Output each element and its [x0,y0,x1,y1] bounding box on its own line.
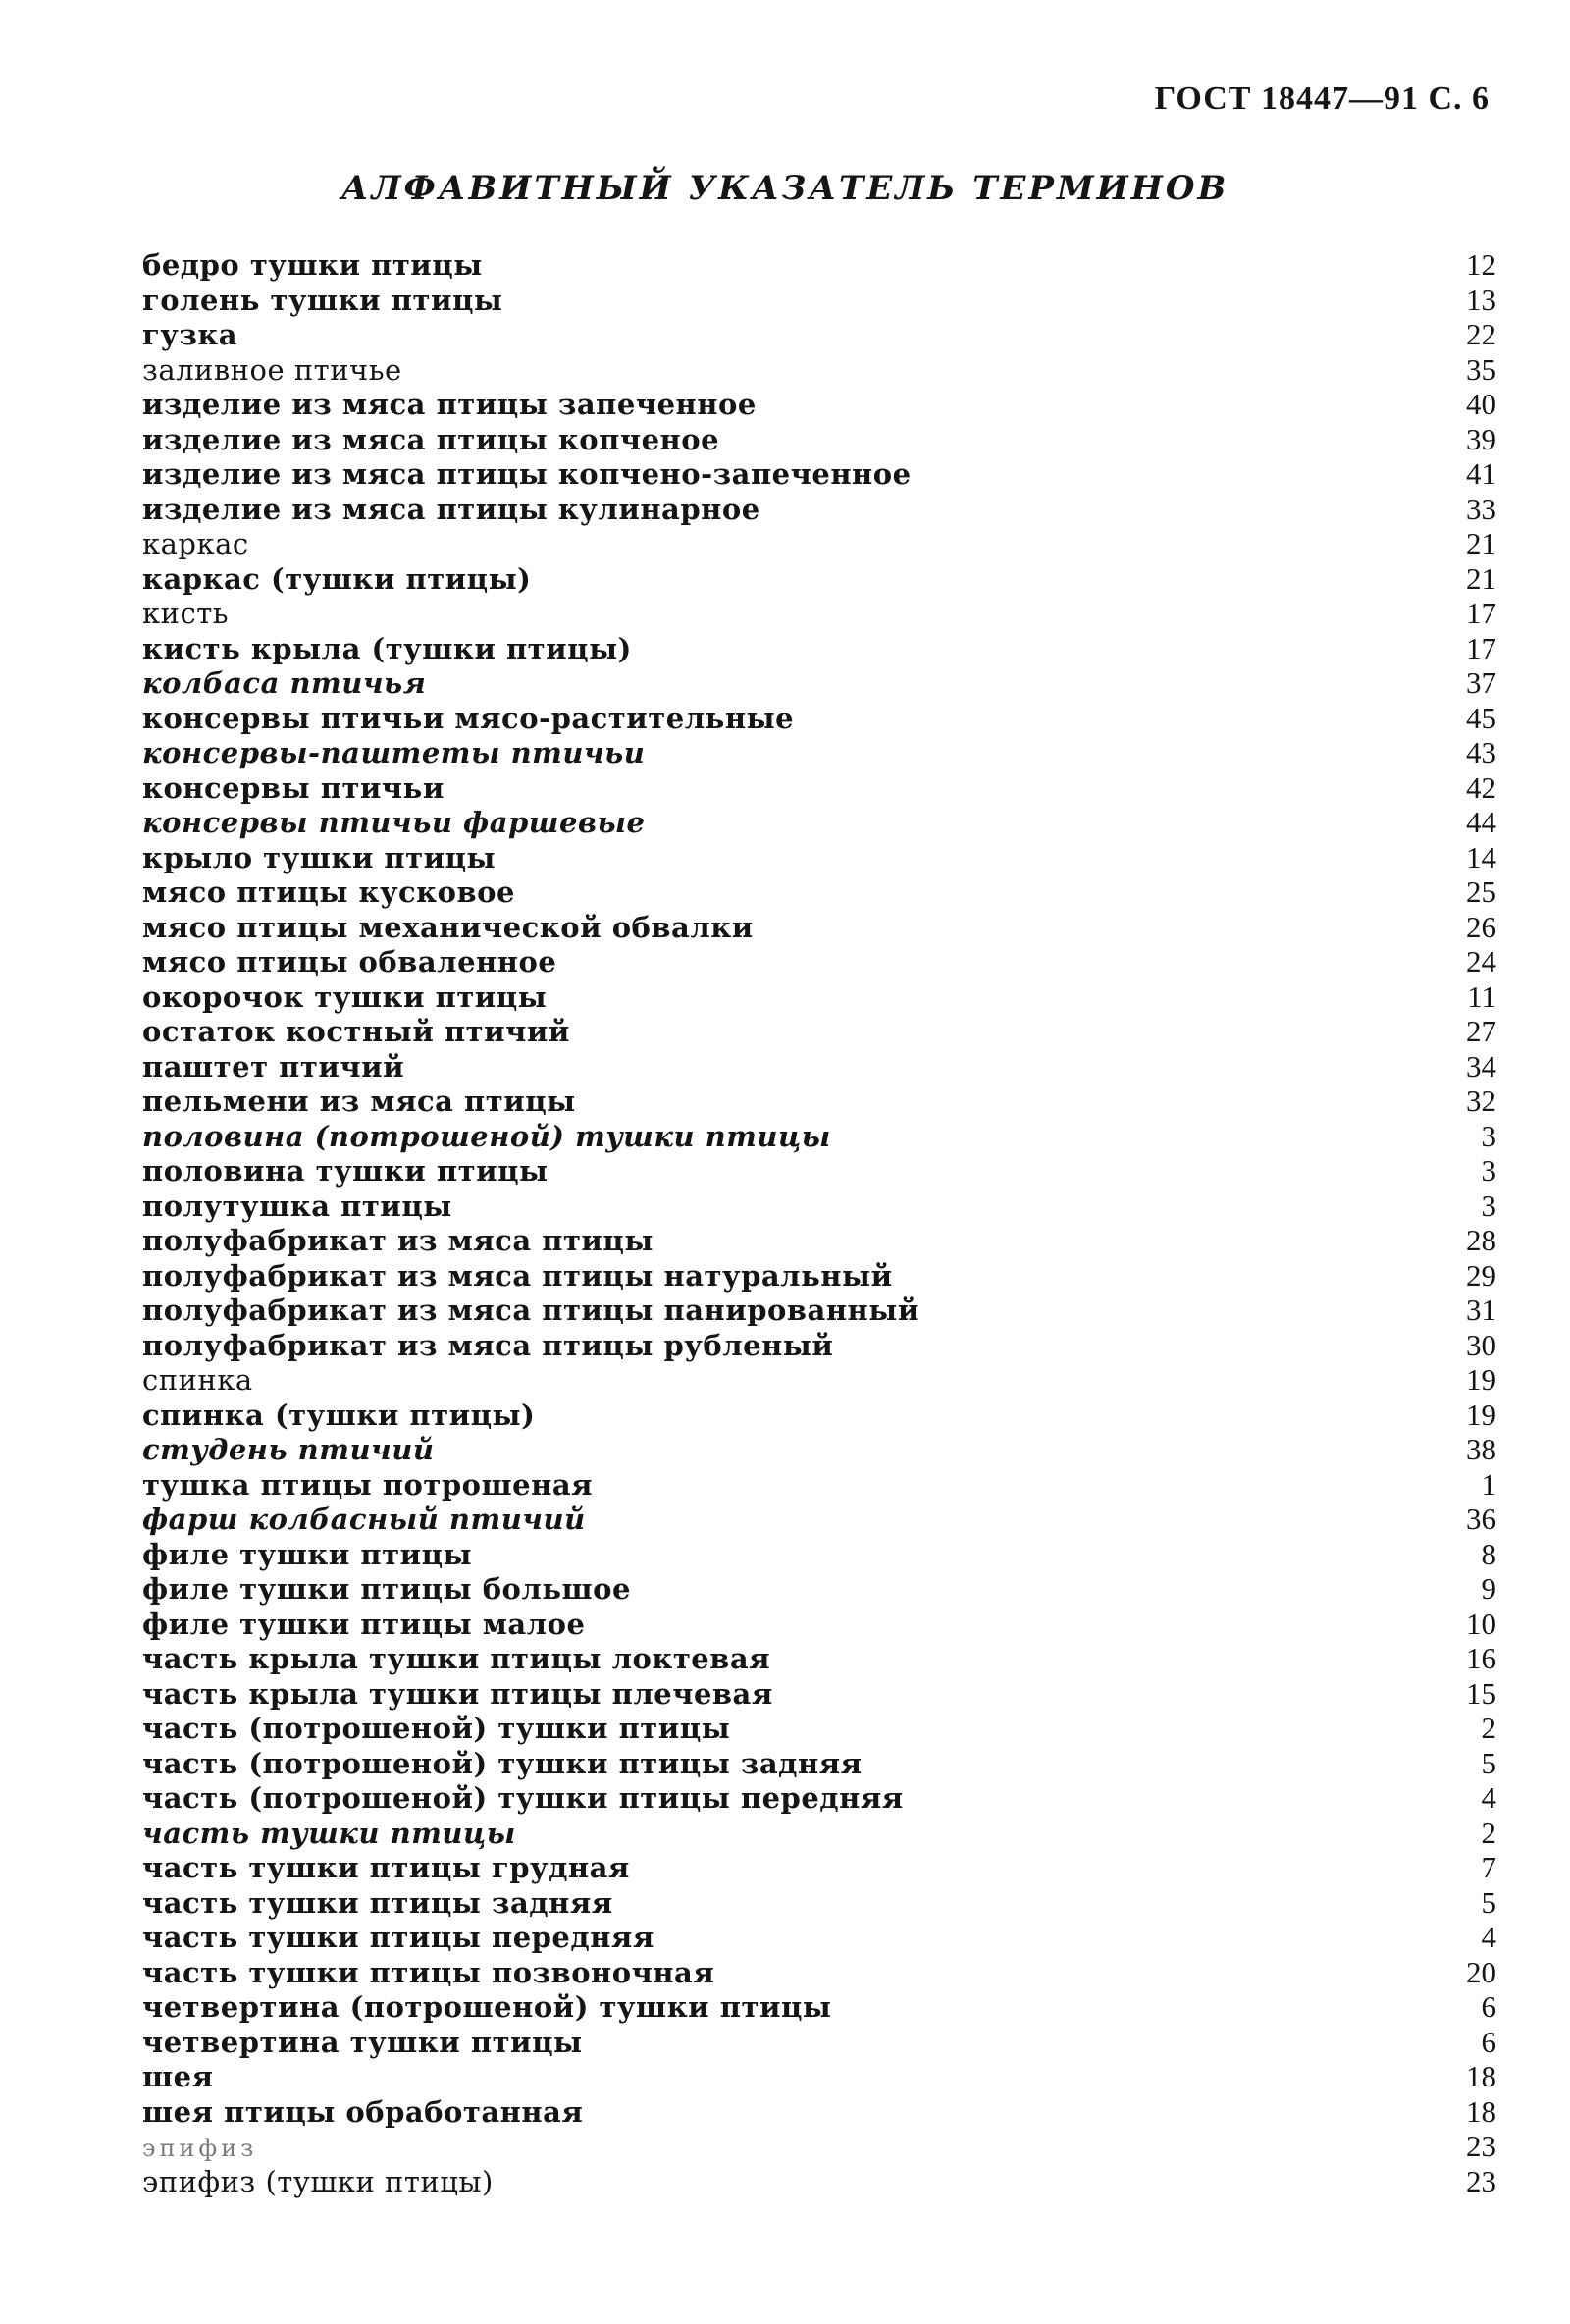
index-term: филе тушки птицы [142,1537,473,1571]
index-entry [142,1398,1496,1433]
index-term: консервы птичьи мясо-растительные [142,701,795,735]
index-entry [142,1083,1496,1119]
index-term-number: 36 [1466,1502,1496,1536]
index-term: пельмени из мяса птицы [142,1084,576,1118]
index-term: часть (потрошеной) тушки птицы [142,1712,731,1745]
index-entry [142,805,1496,840]
index-term-number: 17 [1466,630,1496,665]
index-term: часть тушки птицы задняя [142,1885,613,1920]
index-term: часть (потрошеной) тушки птицы задняя [142,1746,863,1780]
index-term-number: 21 [1466,560,1496,596]
index-term-number: 37 [1466,665,1496,700]
index-term: каркас (тушки птицы) [142,561,532,596]
index-term-number: 11 [1467,978,1496,1014]
index-term-number: 9 [1481,1571,1496,1606]
index-term-number: 12 [1466,247,1496,282]
index-term-number: 4 [1481,1780,1496,1815]
index-term: полутушка птицы [142,1188,452,1223]
index-term: эпифиз [142,2135,258,2162]
index-entry [142,1502,1496,1537]
index-entry [142,1571,1496,1607]
index-term: половина (потрошеной) тушки птицы [142,1119,831,1153]
index-entry [142,1989,1496,2025]
index-entry [142,422,1496,457]
index-term: полуфабрикат из мяса птицы [142,1224,654,1257]
index-entry [142,1920,1496,1955]
index-entry [142,1885,1496,1921]
index-entry [142,1850,1496,1885]
index-entry [142,910,1496,945]
index-term-number: 30 [1466,1327,1496,1362]
index-term: филе тушки птицы малое [142,1607,586,1641]
index-term: изделие из мяса птицы запеченное [142,388,757,421]
page-title: АЛФАВИТНЫЙ УКАЗАТЕЛЬ ТЕРМИНОВ [340,169,1230,208]
index-term-number: 43 [1466,735,1496,769]
index-term-number: 6 [1481,2024,1496,2059]
index-entry [142,1153,1496,1188]
index-term-number: 27 [1466,1014,1496,1048]
index-term: часть тушки птицы передняя [142,1921,654,1954]
index-term-number: 19 [1466,1362,1496,1397]
index-entry [142,1362,1496,1398]
index-entry [142,247,1496,283]
index-entry [142,631,1496,666]
index-entry [142,2129,1496,2164]
index-entry [142,1607,1496,1642]
index-term: колбаса птичья [142,666,427,700]
index-term: окорочок тушки птицы [142,979,548,1014]
index-term-number: 16 [1466,1641,1496,1675]
index-term: голень тушки птицы [142,283,503,317]
index-term-number: 17 [1466,596,1496,630]
index-term-number: 29 [1466,1257,1496,1293]
index-term: половина тушки птицы [142,1154,549,1188]
index-term: шея птицы обработанная [142,2094,584,2129]
index-term: полуфабрикат из мяса птицы панированный [142,1294,919,1327]
index-term: часть тушки птицы грудная [142,1851,630,1884]
index-term-number: 23 [1466,2163,1496,2198]
index-term-number: 25 [1466,874,1496,909]
index-term: мясо птицы кусковое [142,875,515,909]
index-term: гузка [142,318,238,351]
index-entry [142,1955,1496,1990]
index-entry [142,770,1496,806]
index-entry [142,2025,1496,2060]
index-entry [142,701,1496,736]
index-entry [142,1537,1496,1572]
index-entry [142,596,1496,631]
index-entry [142,2164,1496,2199]
index-entry [142,1746,1496,1781]
index-entry [142,1014,1496,1049]
index-term-number: 32 [1466,1083,1496,1118]
index-term-number: 18 [1466,2093,1496,2129]
index-entry [142,456,1496,492]
running-head: ГОСТ 18447—91 С. 6 [1154,80,1490,117]
index-term-number: 23 [1466,2129,1496,2163]
index-entry [142,1258,1496,1294]
index-term-number: 5 [1481,1884,1496,1920]
index-term-number: 3 [1481,1188,1496,1223]
index-entry [142,1676,1496,1712]
index-term-number: 38 [1466,1432,1496,1466]
index-entry [142,1711,1496,1746]
index-term-number: 1 [1481,1466,1496,1502]
index-term: остаток костный птичий [142,1015,570,1048]
index-term-number: 26 [1466,909,1496,944]
index-term-number: 34 [1466,1048,1496,1083]
index-term: паштет птичий [142,1049,405,1083]
index-term: бедро тушки птицы [142,248,483,282]
index-entry [142,944,1496,979]
index-term: спинка [142,1363,253,1397]
index-term: изделие из мяса птицы копчено-запеченное [142,457,912,491]
index-entry [142,317,1496,352]
index-term: спинка (тушки птицы) [142,1398,536,1432]
index-term: консервы птичьи [142,770,445,805]
index-entry [142,561,1496,597]
index-term-number: 13 [1466,282,1496,317]
term-index-list [142,247,1496,2198]
index-term: часть крыла тушки птицы локтевая [142,1642,771,1675]
index-term: студень птичий [142,1433,435,1466]
index-entry [142,1328,1496,1363]
index-entry [142,1816,1496,1851]
index-term: кисть крыла (тушки птицы) [142,631,632,665]
index-term: полуфабрикат из мяса птицы рубленый [142,1328,834,1362]
index-term-number: 40 [1466,387,1496,421]
index-term-number: 28 [1466,1223,1496,1257]
index-term: консервы птичьи фаршевые [142,806,646,839]
index-term-number: 18 [1466,2059,1496,2093]
index-term-number: 21 [1466,526,1496,560]
index-entry [142,735,1496,770]
index-term-number: 2 [1481,1711,1496,1745]
index-term-number: 33 [1466,491,1496,526]
index-term: заливное птичье [142,352,402,387]
index-entry [142,1293,1496,1328]
index-term: четвертина тушки птицы [142,2025,583,2059]
index-term: каркас [142,527,249,560]
index-entry [142,665,1496,701]
index-term-number: 19 [1466,1397,1496,1432]
index-term-number: 44 [1466,805,1496,839]
index-term: консервы-паштеты птичьи [142,736,646,769]
index-term: часть крыла тушки птицы плечевая [142,1676,773,1711]
index-term: изделие из мяса птицы кулинарное [142,492,760,526]
index-entry [142,1223,1496,1258]
index-term-number: 4 [1481,1920,1496,1954]
index-entry [142,526,1496,561]
index-term-number: 8 [1481,1536,1496,1571]
index-term: филе тушки птицы большое [142,1572,631,1606]
index-entry [142,2059,1496,2094]
index-entry [142,387,1496,422]
index-entry [142,283,1496,318]
index-entry [142,1119,1496,1154]
index-term: фарш колбасный птичий [142,1503,586,1536]
index-term-number: 14 [1466,839,1496,874]
index-term: тушка птицы потрошеная [142,1467,594,1502]
index-term-number: 6 [1481,1989,1496,2024]
index-term-number: 41 [1466,456,1496,491]
index-term-number: 35 [1466,351,1496,387]
index-entry [142,1432,1496,1467]
index-entry [142,492,1496,527]
index-term-number: 22 [1466,317,1496,351]
index-entry [142,840,1496,875]
index-entry [142,1641,1496,1676]
index-term-number: 3 [1481,1153,1496,1188]
index-term-number: 24 [1466,944,1496,978]
index-entry [142,1467,1496,1503]
index-term: часть тушки птицы [142,1816,516,1850]
index-term-number: 20 [1466,1954,1496,1989]
index-term: шея [142,2060,214,2093]
index-term: изделие из мяса птицы копченое [142,422,720,456]
index-term: мясо птицы обваленное [142,945,557,978]
index-term-number: 45 [1466,700,1496,735]
index-term-number: 3 [1481,1118,1496,1153]
index-entry [142,1049,1496,1084]
index-term-number: 15 [1466,1675,1496,1711]
index-entry [142,1188,1496,1224]
index-term: кисть [142,597,230,630]
index-term-number: 2 [1481,1815,1496,1850]
index-entry [142,874,1496,910]
index-term: мясо птицы механической обвалки [142,910,754,944]
index-entry [142,352,1496,388]
index-term-number: 31 [1466,1293,1496,1327]
index-entry [142,979,1496,1015]
index-term: часть (потрошеной) тушки птицы передняя [142,1781,904,1815]
index-term: полуфабрикат из мяса птицы натуральный [142,1258,893,1293]
index-term-number: 10 [1466,1606,1496,1641]
index-term: крыло тушки птицы [142,840,497,874]
index-term: эпифиз (тушки птицы) [142,2164,494,2198]
index-term-number: 39 [1466,421,1496,456]
index-term-number: 42 [1466,769,1496,805]
index-entry [142,2094,1496,2130]
index-entry [142,1780,1496,1816]
index-term-number: 5 [1481,1745,1496,1780]
index-term: четвертина (потрошеной) тушки птицы [142,1990,832,2024]
index-term: часть тушки птицы позвоночная [142,1955,715,1989]
index-term-number: 7 [1481,1850,1496,1884]
